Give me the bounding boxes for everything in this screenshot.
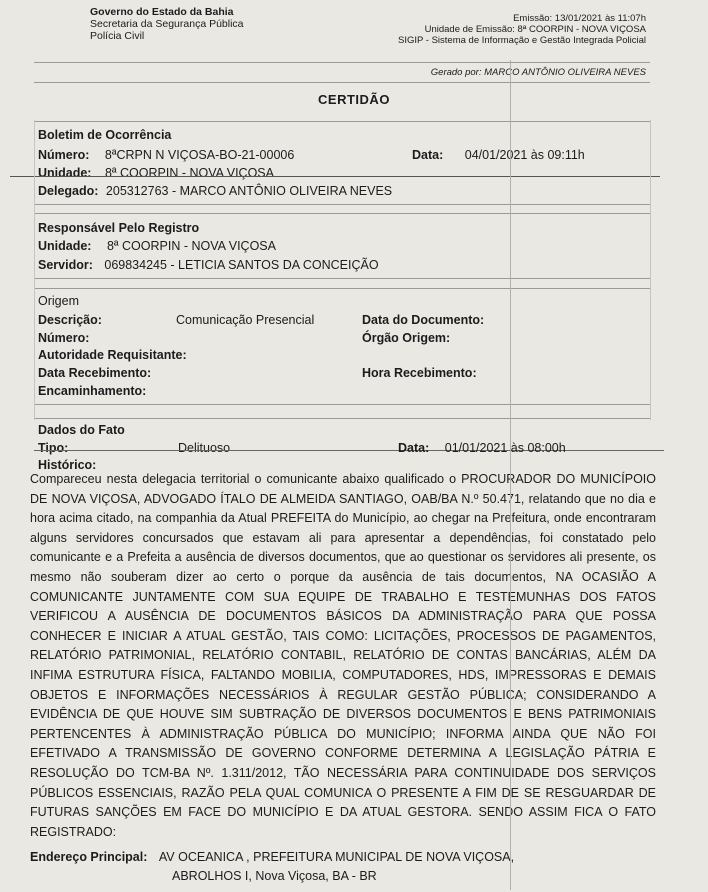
header-emission-info <box>398 13 646 46</box>
origem-numero-label: Número: <box>38 331 90 345</box>
servidor-value: 069834245 - LETICIA SANTOS DA CONCEIÇÃO <box>104 258 379 272</box>
data-label: Data: <box>412 148 444 162</box>
tipo-value: Delituoso <box>178 441 231 455</box>
numero-value: 8ªCRPN N VIÇOSA-BO-21-00006 <box>104 148 295 162</box>
data-value: 04/01/2021 às 09:11h <box>464 148 585 162</box>
endereco-line2: ABROLHOS I, Nova Viçosa, BA - BR <box>172 869 377 883</box>
header-organization <box>90 6 244 42</box>
responsavel-servidor-row <box>38 258 379 272</box>
tipo-label: Tipo: <box>38 441 69 455</box>
boletim-delegado-row <box>38 184 392 198</box>
unidade-value: 8ª COORPIN - NOVA VIÇOSA <box>106 239 276 253</box>
boletim-unidade-row <box>38 166 274 180</box>
data-value: 01/01/2021 às 08:00h <box>444 441 566 455</box>
orgao-origem-label: Órgão Origem: <box>362 331 451 345</box>
servidor-label: Servidor: <box>38 258 93 272</box>
page-box-edge <box>34 120 35 420</box>
numero-label: Número: <box>38 148 90 162</box>
delegado-value: 205312763 - MARCO ANTÔNIO OLIVEIRA NEVES <box>105 184 393 198</box>
section-title-fato: Dados do Fato <box>38 423 125 437</box>
endereco-line1: AV OCEANICA , PREFEITURA MUNICIPAL DE NOVA VIÇOSA, <box>158 850 515 864</box>
org-policia: Polícia Civil <box>90 30 145 42</box>
org-secretaria: Secretaria da Segurança Pública <box>90 18 244 30</box>
strike-line <box>10 176 660 177</box>
strike-line <box>34 450 664 451</box>
section-divider <box>34 404 650 405</box>
encaminhamento-label: Encaminhamento: <box>38 384 147 398</box>
descricao-label: Descrição: <box>38 313 102 327</box>
section-title-boletim: Boletim de Ocorrência <box>38 128 172 142</box>
section-divider <box>34 418 650 419</box>
fato-data-row <box>398 441 566 455</box>
section-divider <box>34 121 650 122</box>
page-box-edge <box>650 120 651 420</box>
header-divider-2 <box>34 82 650 83</box>
endereco-row <box>30 850 514 864</box>
delegado-label: Delegado: <box>38 184 99 198</box>
data-documento-label: Data do Documento: <box>362 313 485 327</box>
unidade-label: Unidade: <box>38 239 92 253</box>
section-title-origem: Origem <box>38 294 79 308</box>
org-name: Governo do Estado da Bahia <box>90 6 234 18</box>
data-label: Data: <box>398 441 430 455</box>
hora-recebimento-label: Hora Recebimento: <box>362 366 477 380</box>
unidade-value: 8ª COORPIN - NOVA VIÇOSA <box>104 166 274 180</box>
boletim-numero-row <box>38 148 294 162</box>
emission-date: Emissão: 13/01/2021 às 11:07h <box>513 13 646 24</box>
historico-label: Histórico: <box>38 458 97 472</box>
endereco-label: Endereço Principal: <box>30 850 148 864</box>
emission-unit: Unidade de Emissão: 8ª COORPIN - NOVA VIÇOSA <box>424 24 646 35</box>
unidade-label: Unidade: <box>38 166 92 180</box>
section-divider <box>34 288 650 289</box>
origem-descricao-row <box>38 313 315 327</box>
boletim-data-row <box>412 148 585 162</box>
section-divider <box>34 213 650 214</box>
header-divider <box>34 62 650 63</box>
page-fold-line <box>510 60 511 890</box>
historico-text: Compareceu nesta delegacia territorial o comunicante abaixo qualificado o PROCURADOR DO MUNICÍPOIO DE NOVA VIÇOSA, ADVOGADO ÍTALO DE ALMEIDA SANTIAGO, OAB/BA N.º 50.471, relatando que no dia e hora acima citado, na companhia da Atual PREFEITA do Município, ao chegar na Prefeitura, onde encontraram alguns servidores concursados que estavam ali para apresentar a dependências, foi constatado pelo comunicante e a Prefeita a ausência de diversos documentos, que ao questionar os servidores ali presente, os mesmo não souberam dizer ao certo o porque da ausência de tais documentos, NA OCASIÃO A COMUNICANTE JUNTAMENTE COM SUA EQUIPE DE TRABALHO E TESTEMUNHAS DOS FATOS VERIFICOU A AUSÊNCIA DE DOCUMENTOS BÁSICOS DA ADMINISTRAÇÃO PARA QUE POSSA CONHECER E INICIAR A ATUAL GESTÃO, TAIS COMO: LICITAÇÕES, PROCESSOS DE PAGAMENTOS, RELATÓRIO PATRIMONIAL, RELATÓRIO CONTABIL, RELATÓRIO DE CONTAS BANCÁRIAS, ALÉM DA INFIMA ESTRUTURA FÍSICA, FALTANDO MOBILIA, COMPUTADORES, HDS, IMPRESSORAS E DEMAIS OBJETOS E INFORMAÇÕES NECESSÁRIOS À REGULAR GESTÃO PÚBLICA; CONSIDERANDO A EVIDÊNCIA DE QUE HOUVE SIM SUBTRAÇÃO DE DIVERSOS DOCUMENTOS E BENS PATRIMONIAIS PERTENCENTES À ADMINISTRAÇÃO PÚBLICA DO MUNICÍPIO; INFORMA AINDA QUE NÃO FOI EFETIVADO A TRANSMISSÃO DE GOVERNO CONFORME DETERMINA A LEGISLAÇÃO PÁTRIA E RESOLUÇÃO DO TCM-BA Nº. 1.311/2012, TÃO NECESSÁRIA PARA CONTINUIDADE DOS SERVIÇOS PÚBLICOS ESSENCIAIS, RAZÃO PELA QUAL COMUNICA O PRESENTE A FIM DE SE RESGUARDAR DE FUTURAS SANÇÕES EM FACE DO MUNICÍPIO E DA ATUAL GESTORA. SENDO ASSIM FICA O FATO REGISTRADO: <box>30 472 656 839</box>
responsavel-unidade-row <box>38 239 276 253</box>
page-title: CERTIDÃO <box>318 92 390 107</box>
generated-by: Gerado por: MARCO ANTÔNIO OLIVEIRA NEVES <box>430 67 646 78</box>
section-title-responsavel: Responsável Pelo Registro <box>38 221 200 235</box>
descricao-value: Comunicação Presencial <box>176 313 315 327</box>
autoridade-label: Autoridade Requisitante: <box>38 348 187 362</box>
section-divider <box>34 278 650 279</box>
fato-tipo-row <box>38 441 231 455</box>
system-name: SIGIP - Sistema de Informação e Gestão Integrada Policial <box>397 35 646 46</box>
section-divider <box>34 204 650 205</box>
data-recebimento-label: Data Recebimento: <box>38 366 152 380</box>
